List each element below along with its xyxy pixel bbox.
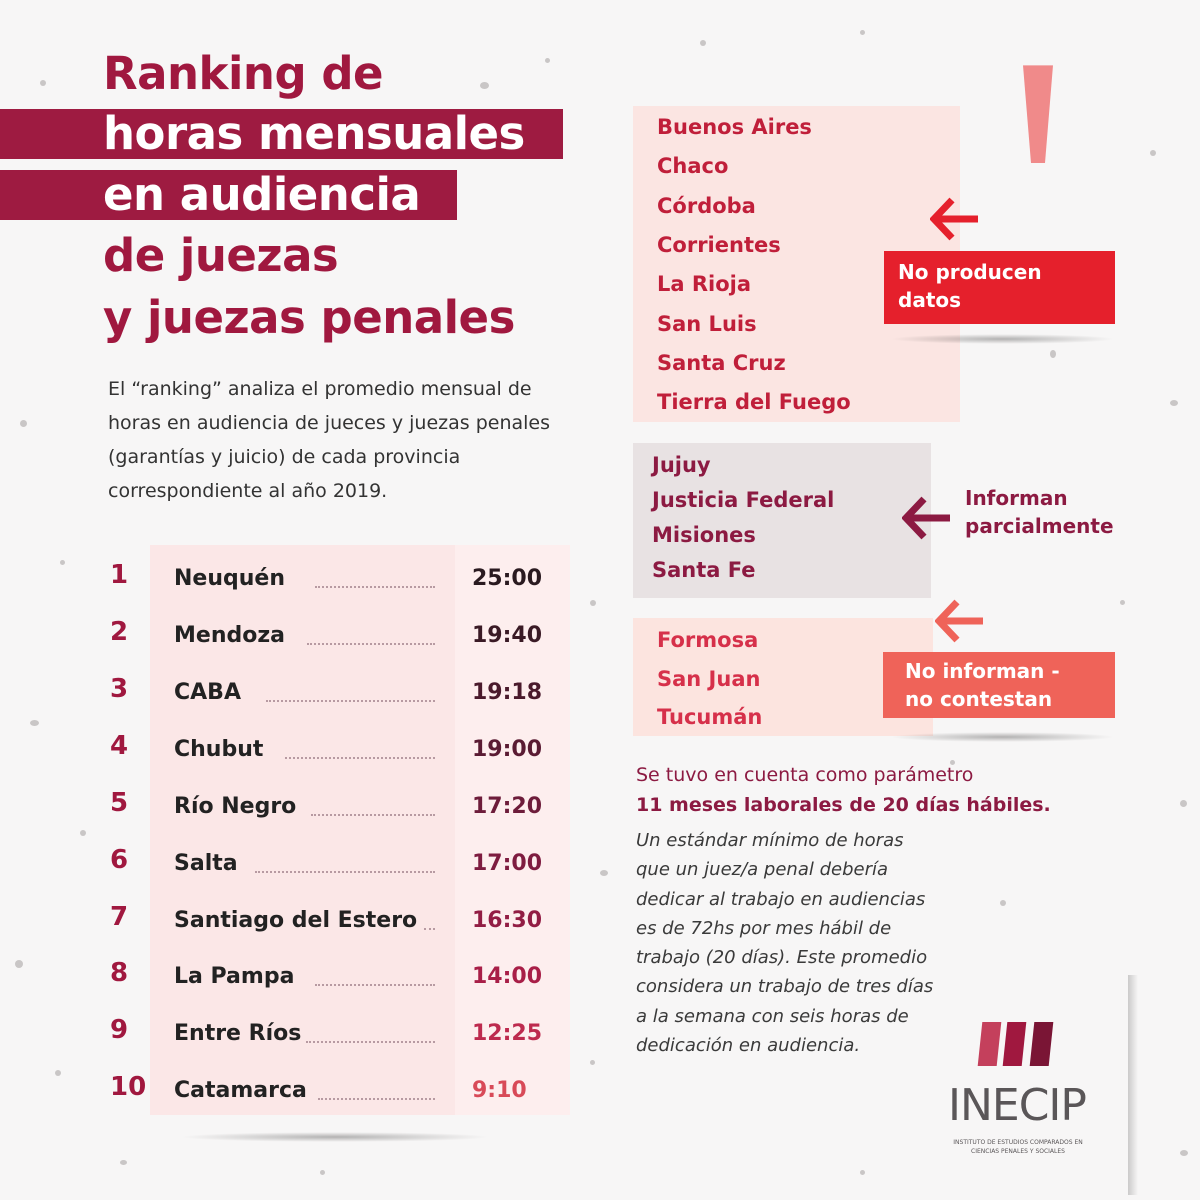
ranking-shadow — [180, 1132, 490, 1142]
province-item: Buenos Aires — [657, 115, 812, 139]
ranking-row — [0, 674, 600, 714]
province-name: Salta — [174, 851, 238, 876]
exclamation-icon — [1018, 64, 1058, 194]
province-item: San Juan — [657, 666, 761, 691]
hours-value: 19:40 — [472, 623, 543, 648]
rank-number: 8 — [110, 958, 129, 988]
leader-dots — [311, 814, 435, 816]
rank-number: 2 — [110, 617, 129, 647]
parameter-text — [636, 760, 1051, 820]
rank-number: 4 — [110, 731, 129, 761]
province-name: Chubut — [174, 737, 264, 762]
hours-value: 17:20 — [472, 794, 543, 819]
province-name: CABA — [174, 680, 241, 705]
hours-value: 12:25 — [472, 1021, 543, 1046]
province-item: Santa Cruz — [657, 350, 786, 375]
leader-dots — [285, 757, 435, 759]
leader-dots — [255, 871, 435, 873]
ranking-row — [0, 560, 600, 600]
arrow-left-icon — [902, 495, 952, 541]
logo-shadow — [1128, 975, 1138, 1195]
hours-value: 16:30 — [472, 908, 543, 933]
parameter-line-2: 11 meses laborales de 20 días hábiles. — [636, 794, 1051, 816]
province-item: Chaco — [657, 154, 729, 179]
rank-number: 7 — [110, 902, 129, 932]
rank-number: 1 — [110, 560, 129, 590]
title-line-5: y juezas penales — [103, 291, 515, 344]
ranking-row — [0, 902, 600, 942]
title-line-2: horas mensuales — [103, 107, 525, 160]
leader-dots — [307, 643, 435, 645]
no-informan-shadow — [890, 732, 1115, 742]
province-item: Misiones — [652, 523, 756, 547]
leader-dots — [318, 1098, 435, 1100]
arrow-left-icon — [930, 196, 980, 242]
ranking-row — [0, 1015, 600, 1055]
no-producen-label: No producen datos — [884, 251, 1115, 324]
province-name: Catamarca — [174, 1078, 307, 1103]
title-line-3: en audiencia — [103, 168, 421, 221]
province-item: Justicia Federal — [652, 488, 835, 512]
province-item: La Rioja — [657, 272, 752, 297]
province-item: Tucumán — [657, 705, 763, 729]
leader-dots — [266, 700, 435, 702]
province-item: Santa Fe — [652, 558, 756, 582]
ranking-row — [0, 617, 600, 657]
ranking-row — [0, 1072, 600, 1112]
province-item: Corrientes — [657, 232, 781, 257]
province-name: Río Negro — [174, 794, 297, 819]
province-name: La Pampa — [174, 964, 295, 989]
hours-value: 25:00 — [472, 566, 543, 591]
rank-number: 6 — [110, 845, 129, 875]
rank-number: 10 — [110, 1072, 147, 1102]
intro-text: El “ranking” analiza el promedio mensual de horas en audiencia de jueces y juezas penales (garantías y juicio) de cada provincia correspondiente al año 2019. — [108, 378, 551, 502]
province-name: Mendoza — [174, 623, 285, 648]
rank-number: 3 — [110, 674, 129, 704]
leader-dots — [315, 984, 435, 986]
arrow-left-icon — [935, 598, 985, 644]
no-producen-shadow — [890, 334, 1115, 344]
province-item: Córdoba — [657, 193, 756, 218]
rank-number: 9 — [110, 1015, 129, 1045]
province-name: Neuquén — [174, 566, 285, 591]
province-item: Jujuy — [652, 453, 711, 477]
no-informan-label: No informan - no contestan — [883, 652, 1115, 718]
title-line-4: de juezas — [103, 229, 339, 282]
ranking-row — [0, 731, 600, 771]
province-item: Formosa — [657, 628, 759, 652]
hours-value: 19:18 — [472, 680, 543, 705]
province-item: Tierra del Fuego — [657, 390, 851, 415]
title-line-1: Ranking de — [103, 47, 384, 100]
ranking-row — [0, 845, 600, 885]
hours-value: 14:00 — [472, 964, 543, 989]
logo-name: INECIP — [948, 1080, 1086, 1131]
leader-dots — [424, 928, 435, 930]
parameter-line-1: Se tuvo en cuenta como parámetro — [636, 764, 974, 786]
hours-value: 9:10 — [472, 1078, 527, 1103]
standard-note: Un estándar mínimo de horas que un juez/a penal debería dedicar al trabajo en audiencias es de 72hs por mes hábil de trabajo (20 días). Este promedio considera un trabajo de tres días a la semana con seis horas de dedicación en audiencia. — [636, 830, 934, 1057]
logo-subtitle: INSTITUTO DE ESTUDIOS COMPARADOS EN CIENCIAS PENALES Y SOCIALES — [953, 1139, 1083, 1155]
rank-number: 5 — [110, 788, 129, 818]
province-name: Santiago del Estero — [174, 908, 418, 933]
province-name: Entre Ríos — [174, 1021, 302, 1046]
parcial-label: Informan parcialmente — [965, 486, 1114, 538]
leader-dots — [315, 586, 435, 588]
hours-value: 17:00 — [472, 851, 543, 876]
ranking-row — [0, 788, 600, 828]
hours-value: 19:00 — [472, 737, 543, 762]
ranking-row — [0, 958, 600, 998]
leader-dots — [306, 1041, 435, 1043]
province-item: San Luis — [657, 311, 757, 336]
